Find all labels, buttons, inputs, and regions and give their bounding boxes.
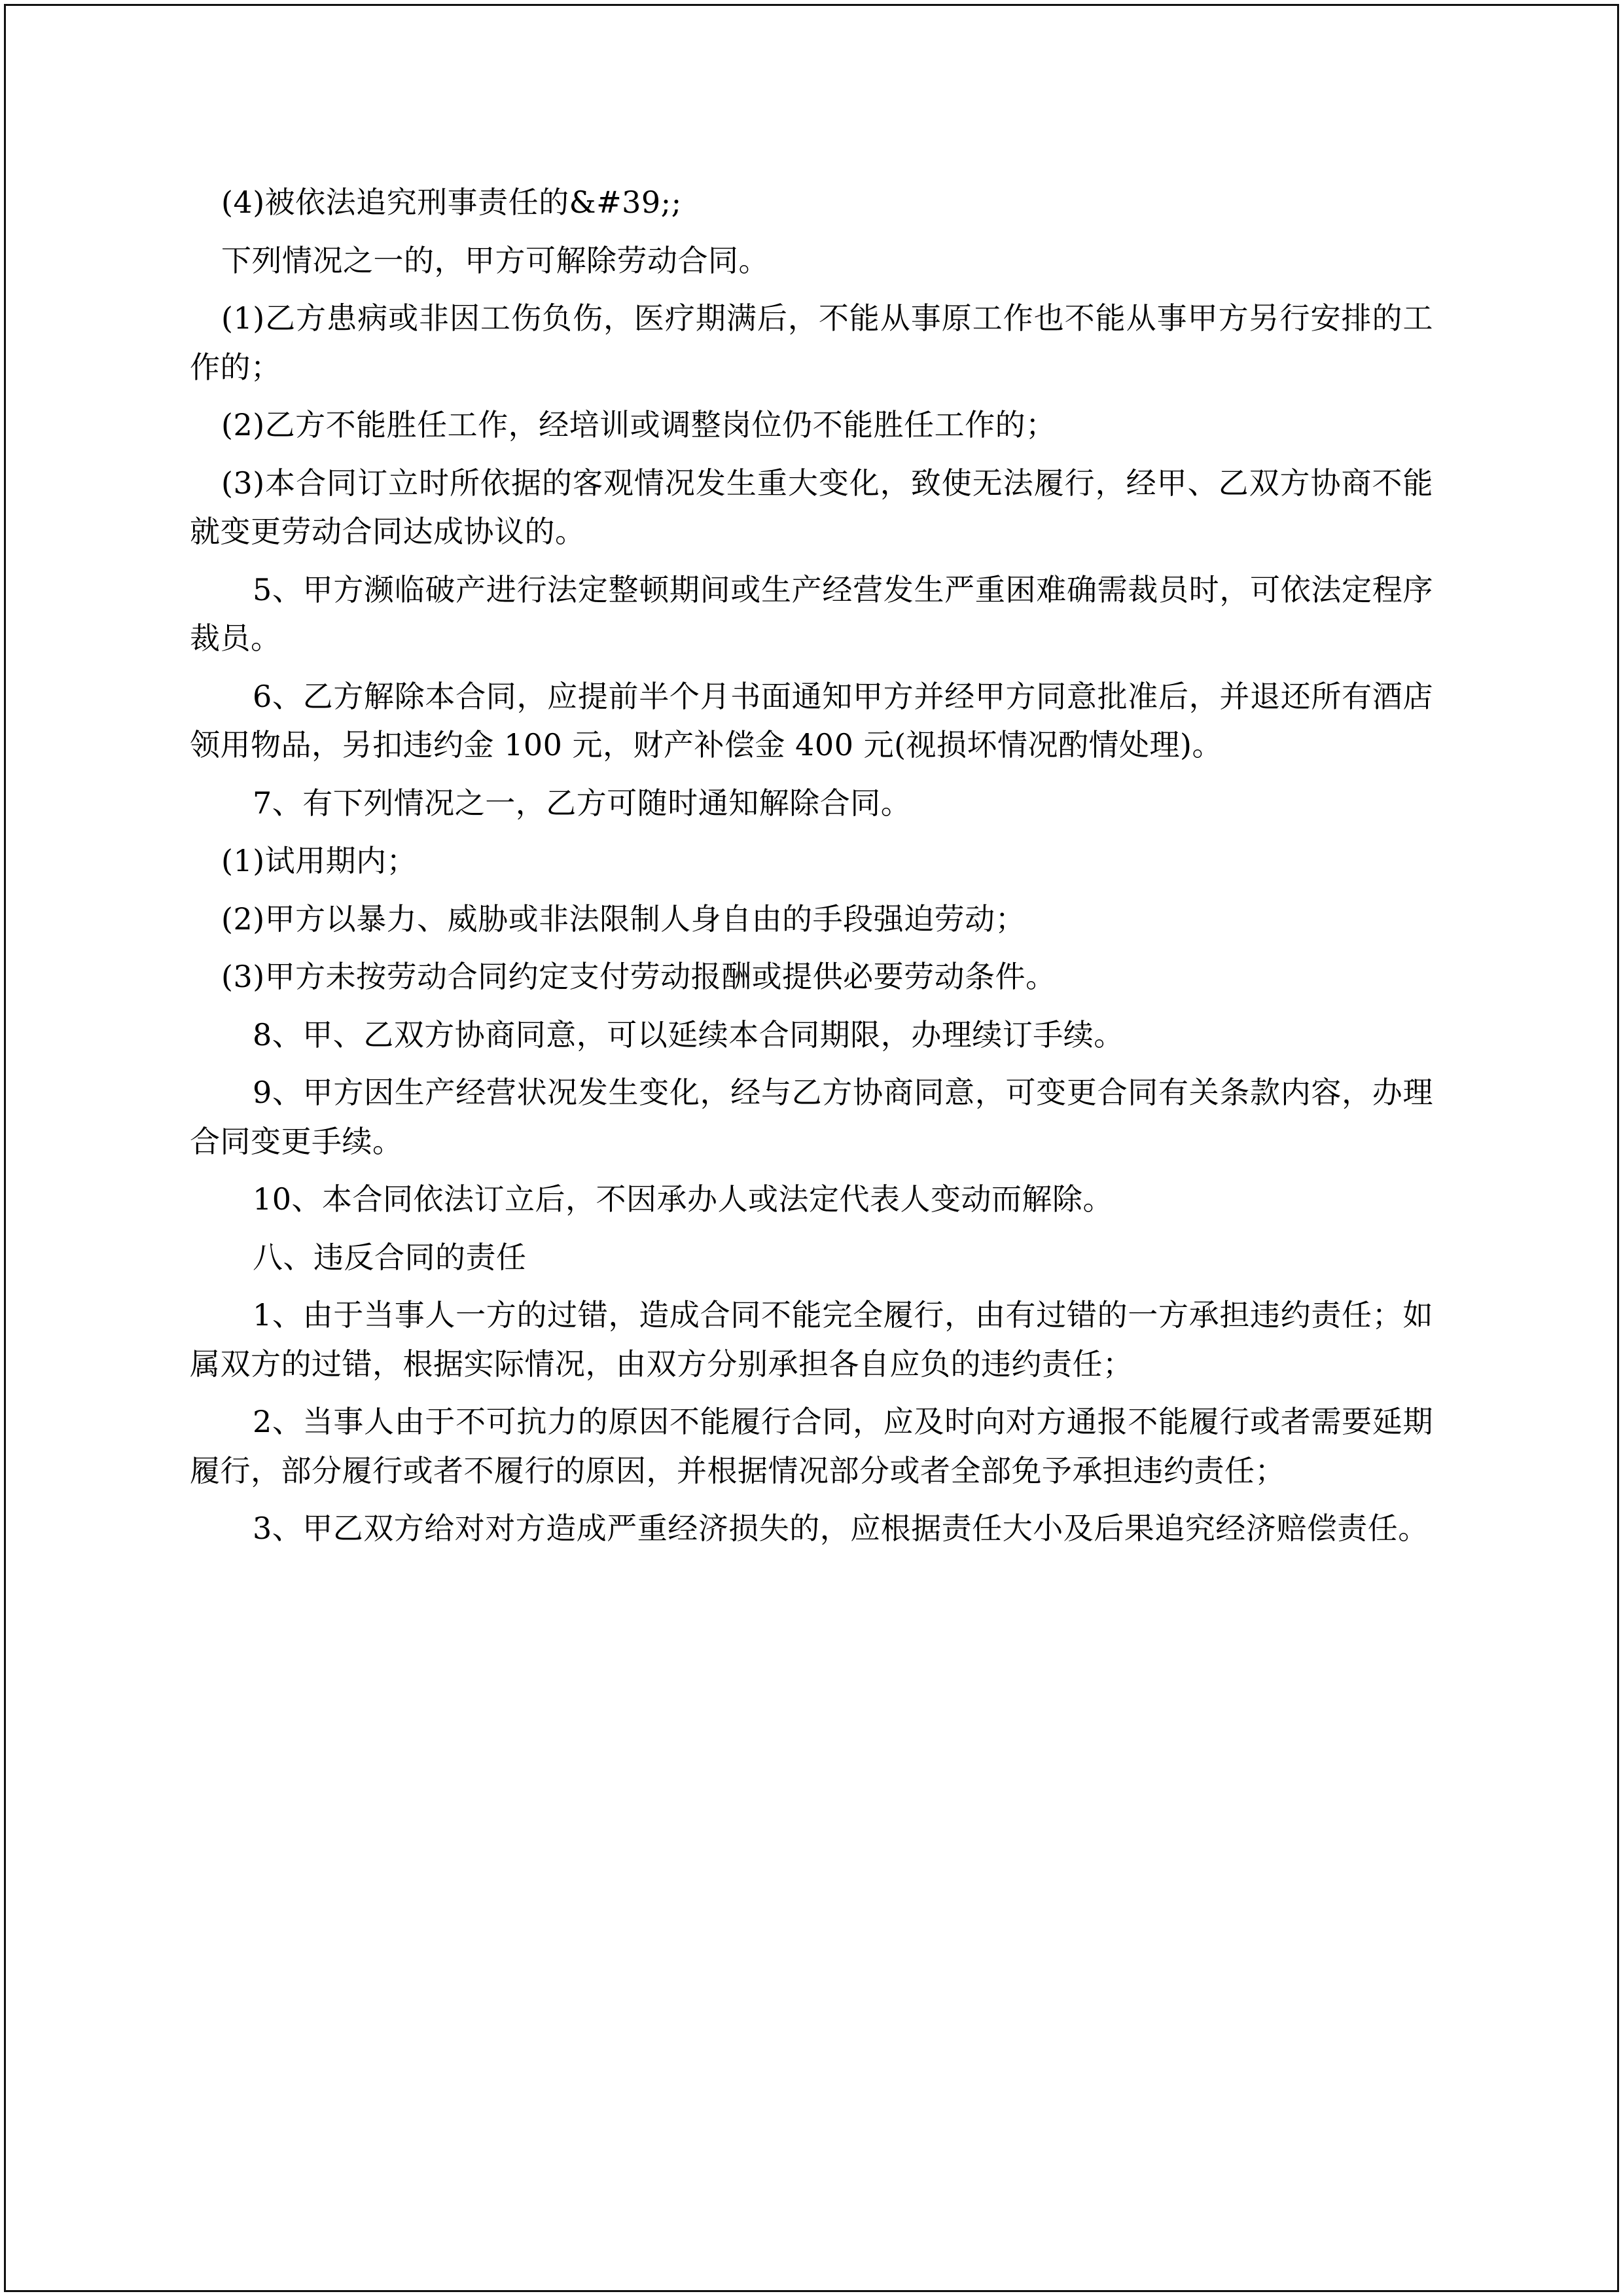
paragraph: 3、甲乙双方给对对方造成严重经济损失的，应根据责任大小及后果追究经济赔偿责任。 — [253, 1511, 1429, 1547]
paragraph: (2)乙方不能胜任工作，经培训或调整岗位仍不能胜任工作的； — [221, 407, 1056, 443]
paragraph: (2)甲方以暴力、威胁或非法限制人身自由的手段强迫劳动； — [221, 901, 1026, 937]
section-heading: 八、违反合同的责任 — [253, 1239, 527, 1275]
paragraph: 7、有下列情况之一，乙方可随时通知解除合同。 — [253, 785, 912, 821]
paragraph: (3)本合同订立时所依据的客观情况发生重大变化，致使无法履行，经甲、乙双方协商不能就变更劳动合同达成协议的。 — [190, 465, 1433, 550]
paragraph: (3)甲方未按劳动合同约定支付劳动报酬或提供必要劳动条件。 — [221, 959, 1056, 995]
paragraph: 6、乙方解除本合同，应提前半个月书面通知甲方并经甲方同意批准后，并退还所有酒店领用物品，另扣违约金 100 元，财产补偿金 400 元(视损坏情况酌情处理)。 — [190, 678, 1433, 763]
paragraph: 5、甲方濒临破产进行法定整顿期间或生产经营发生严重困难确需裁员时，可依法定程序裁员。 — [190, 571, 1433, 656]
paragraph: 9、甲方因生产经营状况发生变化，经与乙方协商同意，可变更合同有关条款内容，办理合同变更手续。 — [190, 1075, 1433, 1159]
paragraph: 10、本合同依法订立后，不因承办人或法定代表人变动而解除。 — [253, 1181, 1114, 1217]
paragraph: (4)被依法追究刑事责任的&#39;; — [221, 185, 682, 220]
paragraph: 1、由于当事人一方的过错，造成合同不能完全履行，由有过错的一方承担违约责任；如属双方的过错，根据实际情况，由双方分别承担各自应负的违约责任； — [190, 1297, 1433, 1382]
paragraph: 8、甲、乙双方协商同意，可以延续本合同期限，办理续订手续。 — [253, 1016, 1124, 1052]
document-body — [190, 178, 1433, 1562]
paragraph: 下列情况之一的，甲方可解除劳动合同。 — [221, 242, 769, 278]
paragraph: (1)乙方患病或非因工伤负伤，医疗期满后，不能从事原工作也不能从事甲方另行安排的工作的； — [190, 300, 1433, 385]
paragraph: (1)试用期内； — [221, 843, 418, 879]
paragraph: 2、当事人由于不可抗力的原因不能履行合同，应及时向对方通报不能履行或者需要延期履行，部分履行或者不履行的原因，并根据情况部分或者全部免予承担违约责任； — [190, 1404, 1433, 1488]
